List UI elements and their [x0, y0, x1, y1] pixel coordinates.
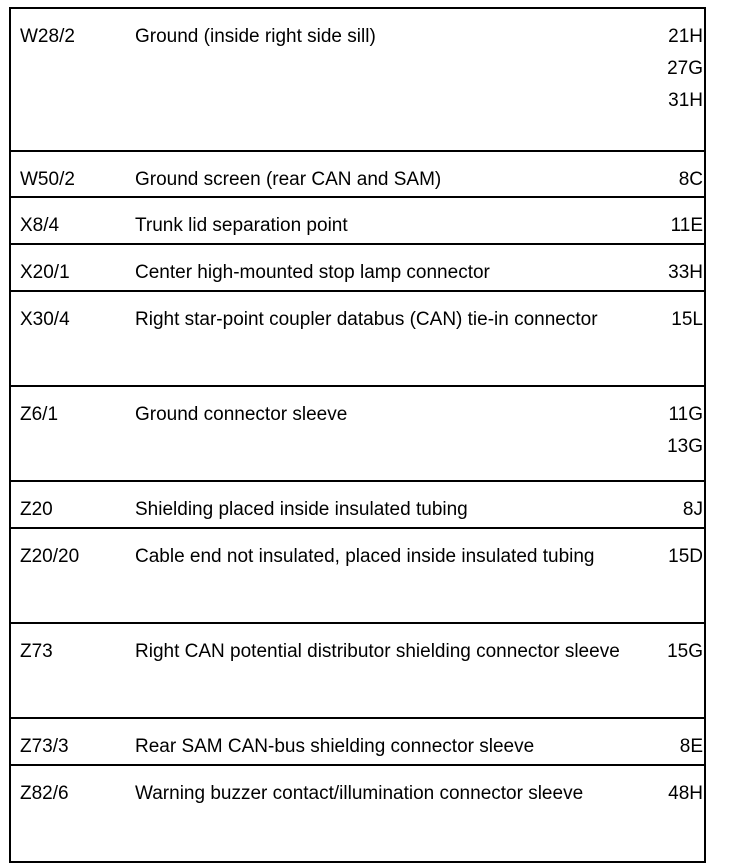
grid-references: [651, 210, 703, 242]
grid-reference: 8C: [678, 169, 703, 190]
grid-references: [651, 257, 703, 289]
grid-references: [651, 494, 703, 526]
component-code: X20/1: [20, 262, 70, 283]
table-row: [11, 719, 704, 766]
grid-reference: 11E: [670, 215, 703, 236]
component-code: W50/2: [20, 169, 75, 190]
grid-reference: 27G: [667, 58, 703, 79]
grid-references: [651, 304, 703, 336]
table-row: [11, 198, 704, 245]
table-row: [11, 766, 704, 861]
table-row: [11, 9, 704, 152]
grid-reference: 11G: [668, 404, 703, 425]
component-description: Right CAN potential distributor shielding connector sleeve: [135, 641, 620, 662]
grid-reference: 8E: [679, 736, 703, 757]
table-row: [11, 482, 704, 529]
component-code: W28/2: [20, 26, 75, 47]
component-description: Cable end not insulated, placed inside insulated tubing: [135, 546, 595, 567]
grid-references: [651, 164, 703, 196]
grid-references: [651, 636, 703, 668]
table-row: [11, 529, 704, 624]
component-code: Z20/20: [20, 546, 80, 567]
component-code: X8/4: [20, 215, 60, 236]
grid-references: [651, 541, 703, 573]
component-description: Right star-point coupler databus (CAN) tie-in connector: [135, 309, 598, 330]
table-row: [11, 387, 704, 482]
component-description: Ground screen (rear CAN and SAM): [135, 169, 442, 190]
component-description: Ground connector sleeve: [135, 404, 348, 425]
component-code: X30/4: [20, 309, 70, 330]
grid-reference: 13G: [667, 436, 703, 457]
grid-references: [651, 21, 703, 117]
component-table: [9, 7, 706, 863]
grid-reference: 8J: [682, 499, 703, 520]
grid-references: [651, 399, 703, 463]
table-row: [11, 245, 704, 292]
grid-references: [651, 778, 703, 810]
component-code: Z73/3: [20, 736, 69, 757]
component-description: Center high-mounted stop lamp connector: [135, 262, 490, 283]
grid-reference: 15L: [671, 309, 703, 330]
component-code: Z82/6: [20, 783, 69, 804]
component-description: Ground (inside right side sill): [135, 26, 376, 47]
grid-reference: 31H: [668, 90, 703, 111]
component-description: Warning buzzer contact/illumination connector sleeve: [135, 783, 584, 804]
grid-reference: 21H: [668, 26, 703, 47]
grid-reference: 15D: [668, 546, 703, 567]
component-description: Trunk lid separation point: [135, 215, 348, 236]
component-code: Z73: [20, 641, 53, 662]
grid-reference: 15G: [667, 641, 703, 662]
grid-references: [651, 731, 703, 763]
component-code: Z6/1: [20, 404, 59, 425]
grid-reference: 48H: [668, 783, 703, 804]
table-row: [11, 624, 704, 719]
component-description: Rear SAM CAN-bus shielding connector sleeve: [135, 736, 535, 757]
component-description: Shielding placed inside insulated tubing: [135, 499, 468, 520]
component-code: Z20: [20, 499, 53, 520]
table-row: [11, 152, 704, 198]
grid-reference: 33H: [668, 262, 703, 283]
table-row: [11, 292, 704, 387]
